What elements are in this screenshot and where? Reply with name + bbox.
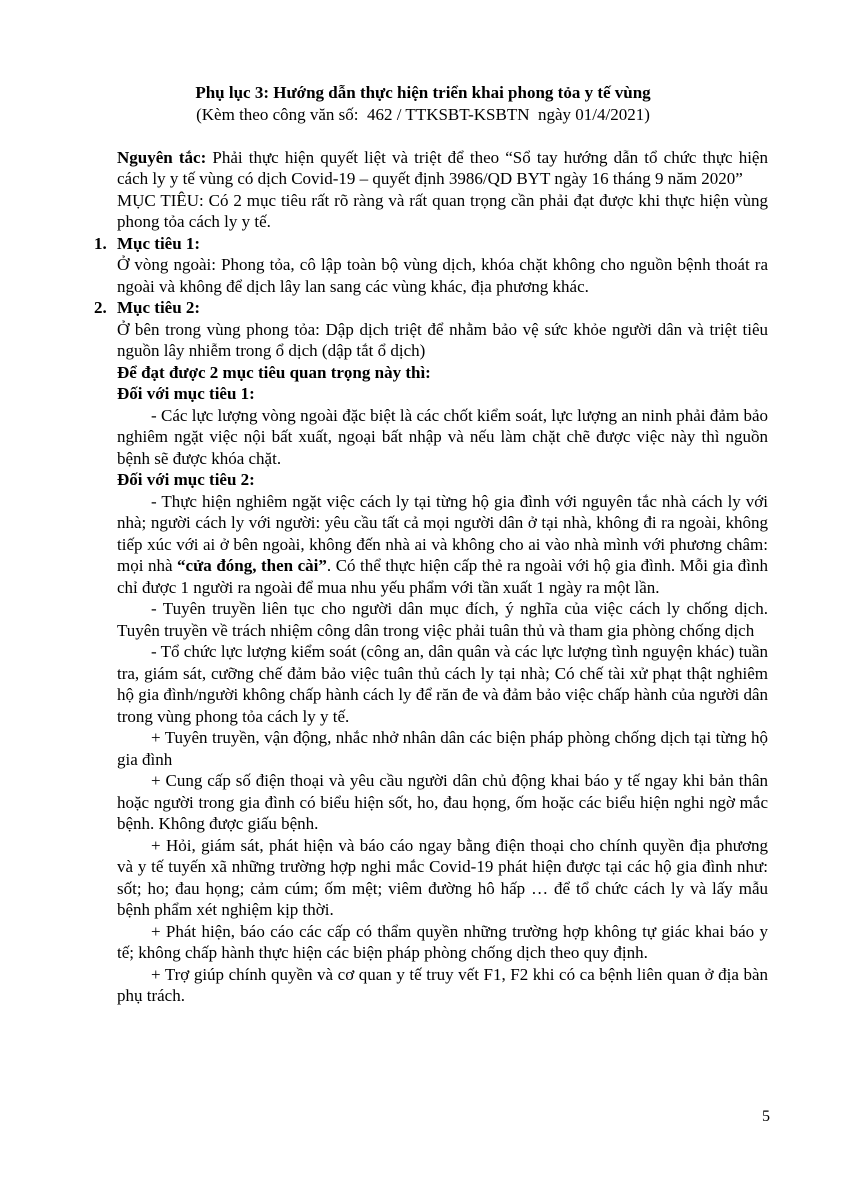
paragraph bbox=[117, 469, 768, 491]
numbered-heading bbox=[94, 297, 768, 319]
text-segment: Nguyên tắc: bbox=[117, 147, 207, 167]
text-segment: - Thực hiện nghiêm ngặt việc cách ly tại từng hộ gia đình với nguyên tắc nhà cách ly với nhà; người cách ly với người: yêu cầu tất cả mọi người dân ở tại nhà, không đi ra ngoài, không tiếp xúc với ai ở bên ngoài, không đến nhà ai và không cho ai vào nhà mình với phương châm: mọi nhà bbox=[117, 491, 768, 575]
list-number: 1. bbox=[94, 233, 107, 253]
text-segment: . Có thể thực hiện cấp thẻ ra ngoài với hộ gia đình. Mỗi gia đình chỉ được 1 người ra ngoài để mua nhu yếu phẩm với tần xuất 1 ngày ra một lần. bbox=[117, 556, 769, 597]
text-segment: MỤC TIÊU: Có 2 mục tiêu rất rõ ràng và rất quan trọng cần phải đạt được khi thực hiện vùng phong tỏa cách ly y tế. bbox=[117, 190, 768, 231]
paragraph bbox=[117, 598, 768, 641]
text-segment: - Tuyên truyền liên tục cho người dân mục đích, ý nghĩa của việc cách ly chống dịch. Tuyên truyền về trách nhiệm công dân trong việc phải tuân thủ và tham gia phòng chống dịch bbox=[117, 599, 768, 640]
text-segment: + Phát hiện, báo cáo các cấp có thẩm quyền những trường hợp không tự giác khai báo y tế; không chấp hành thực hiện các biện pháp phòng chống dịch theo quy định. bbox=[117, 921, 768, 962]
paragraph bbox=[117, 383, 768, 405]
paragraph bbox=[117, 727, 768, 770]
text-segment: Mục tiêu 2: bbox=[117, 298, 201, 317]
document-body bbox=[94, 147, 769, 1007]
text-segment: Đối với mục tiêu 2: bbox=[117, 470, 255, 489]
document-content bbox=[78, 82, 768, 1007]
text-segment: - Tổ chức lực lượng kiểm soát (công an, dân quân và các lực lượng tình nguyện khác) tuần tra, giám sát, cưỡng chế đảm bảo việc tuân thủ cách ly tại nhà; Có chế tài xử phạt thật nghiêm hộ gia đình/người không chấp hành cách ly để răn đe và đảm bảo việc chấp hành của người dân trong vùng phong tỏa cách ly y tế. bbox=[117, 642, 768, 726]
numbered-heading bbox=[94, 233, 768, 255]
text-segment: + Hỏi, giám sát, phát hiện và báo cáo ngay bằng điện thoại cho chính quyền địa phương và y tế tuyến xã những trường hợp nghi mắc Covid-19 phát hiện được tại các hộ gia đình như: sốt; ho; đau họng; cảm cúm; ốm mệt; viêm đường hô hấp … để tổ chức cách ly và lấy mẫu bệnh phẩm xét nghiệm kịp thời. bbox=[117, 835, 768, 919]
paragraph bbox=[117, 254, 768, 297]
paragraph bbox=[117, 362, 768, 384]
text-segment: “cửa đóng, then cài” bbox=[177, 556, 327, 575]
paragraph bbox=[117, 491, 768, 599]
spacer bbox=[78, 125, 768, 147]
document-title: Phụ lục 3: Hướng dẫn thực hiện triển khai phong tỏa y tế vùng bbox=[195, 83, 651, 102]
text-segment: Ở vòng ngoài: Phong tỏa, cô lập toàn bộ vùng dịch, khóa chặt không cho nguồn bệnh thoát ra ngoài và không để dịch lây lan sang các vùng khác, địa phương khác. bbox=[117, 255, 768, 296]
text-segment: + Trợ giúp chính quyền và cơ quan y tế truy vết F1, F2 khi có ca bệnh liên quan ở địa bàn phụ trách. bbox=[117, 964, 768, 1005]
text-segment: - Các lực lượng vòng ngoài đặc biệt là các chốt kiểm soát, lực lượng an ninh phải đảm bảo nghiêm ngặt việc nội bất xuất, ngoại bất nhập và nếu làm chặt chẽ được việc này thì nguồn bệnh sẽ được khóa chặt. bbox=[117, 405, 768, 468]
text-segment: Để đạt được 2 mục tiêu quan trọng này thì: bbox=[117, 362, 431, 382]
text-segment: Phải thực hiện quyết liệt và triệt để theo “Sổ tay hướng dẫn tổ chức thực hiện cách ly y tế vùng có dịch Covid-19 – quyết định 3986/QD BYT ngày 16 tháng 9 năm 2020” bbox=[117, 147, 768, 188]
page-number: 5 bbox=[762, 1108, 770, 1125]
paragraph bbox=[117, 319, 768, 362]
paragraph bbox=[117, 921, 768, 964]
text-segment: + Cung cấp số điện thoại và yêu cầu người dân chủ động khai báo y tế ngay khi bản thân hoặc người trong gia đình có biểu hiện sốt, ho, đau họng, ốm hoặc các biểu hiện nghi ngờ mắc bệnh. Không được giấu bệnh. bbox=[117, 771, 768, 833]
text-segment: Đối với mục tiêu 1: bbox=[117, 384, 255, 403]
document-subtitle: (Kèm theo công văn số: 462 / TTKSBT-KSBTN ngày 01/4/2021) bbox=[196, 104, 650, 124]
paragraph bbox=[117, 964, 768, 1007]
paragraph bbox=[117, 835, 768, 921]
text-segment: Mục tiêu 1: bbox=[117, 233, 201, 253]
paragraph bbox=[117, 405, 768, 470]
paragraph bbox=[117, 190, 768, 233]
list-number: 2. bbox=[94, 298, 107, 317]
paragraph bbox=[117, 147, 768, 190]
text-segment: + Tuyên truyền, vận động, nhắc nhở nhân dân các biện pháp phòng chống dịch tại từng hộ gia đình bbox=[117, 728, 768, 769]
paragraph bbox=[117, 641, 768, 727]
text-segment: Ở bên trong vùng phong tỏa: Dập dịch triệt để nhằm bảo vệ sức khỏe người dân và triệt tiêu nguồn lây nhiễm trong ổ dịch (dập tắt ổ dịch) bbox=[117, 319, 768, 360]
paragraph bbox=[117, 770, 768, 835]
